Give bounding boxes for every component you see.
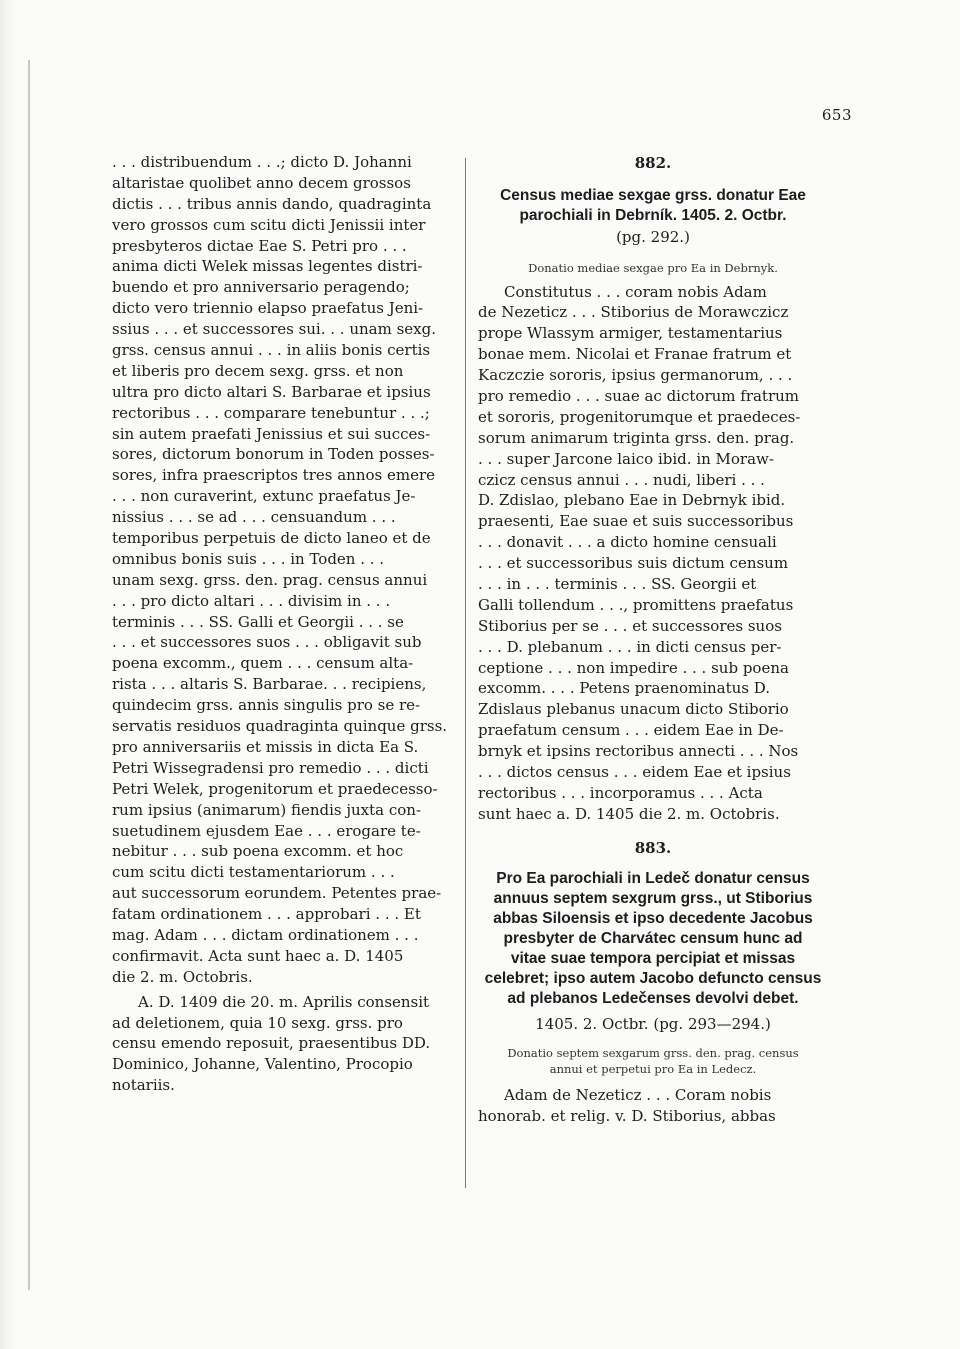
title-line: vitae suae tempora percipiat et missas [510, 949, 796, 967]
text-line: ultra pro dicto altari S. Barbarae et ipsius [112, 382, 431, 401]
text-line: bonae mem. Nicolai et Franae fratrum et [478, 345, 792, 364]
document-title-883 [478, 869, 828, 1009]
regest-883 [478, 1045, 828, 1077]
text-line: sorum animarum triginta grss. den. prag. [478, 428, 795, 447]
text-line: suetudinem ejusdem Eae . . . erogare te- [112, 821, 421, 840]
text-line: Stiborius per se . . . et successores suos [478, 616, 782, 635]
text-line: temporibus perpetuis de dicto laneo et de [112, 529, 431, 548]
text-line: rista . . . altaris S. Barbarae. . . recipiens, [112, 675, 427, 694]
text-line: anima dicti Welek missas legentes distri- [112, 257, 423, 276]
document-text-883 [478, 1085, 828, 1127]
text-line: Kaczczie sororis, ipsius germanorum, . . . [478, 366, 793, 385]
note-line: notariis. [112, 1076, 175, 1095]
right-column [478, 152, 828, 1126]
title-line: annuus septem sexgrum grss., ut Stiborius [493, 889, 813, 907]
title-line: Census mediae sexgae grss. donatur Eae [500, 187, 806, 204]
text-line: . . . pro dicto altari . . . divisim in . . . [112, 591, 391, 610]
regest-line: annui et perpetui pro Ea in Ledecz. [549, 1061, 757, 1076]
text-line: prope Wlassym armiger, testamentarius [478, 324, 783, 343]
text-line: aut successorum eorundem. Petentes prae- [112, 884, 442, 903]
document-date-883: 1405. 2. Octbr. (pg. 293—294.) [535, 1014, 771, 1033]
text-line: . . . donavit . . . a dicto homine censuali [478, 533, 777, 552]
regest-line: Donatio septem sexgarum grss. den. prag. census [507, 1045, 799, 1060]
text-line: terminis . . . SS. Galli et Georgii . . . se [112, 612, 404, 631]
text-line: poena excomm., quem . . . censum alta- [112, 654, 414, 673]
text-line: nissius . . . se ad . . . censuandum . . . [112, 508, 396, 527]
text-line: . . . dictos census . . . eidem Eae et ipsius [478, 762, 791, 781]
note-line: ad deletionem, quia 10 sexg. grss. pro [112, 1013, 403, 1032]
text-line: Constitutus . . . coram nobis Adam [504, 282, 767, 301]
text-line: dictis . . . tribus annis dando, quadraginta [112, 194, 432, 213]
text-line: rum ipsius (animarum) fiendis juxta con- [112, 800, 422, 819]
text-line: sin autem praefati Jenissius et sui succes- [112, 424, 431, 443]
text-line: quindecim grss. annis singulis pro se re- [112, 696, 421, 715]
left-note-block [112, 992, 456, 1096]
text-line: praesenti, Eae suae et suis successoribus [478, 512, 794, 531]
text-line: fatam ordinationem . . . approbari . . . Et [112, 905, 421, 924]
left-column [112, 152, 456, 1096]
left-text-block [112, 152, 456, 988]
note-line: Dominico, Johanne, Valentino, Procopio [112, 1055, 413, 1074]
document-number-882: 882. [634, 154, 672, 172]
column-divider [465, 158, 466, 1188]
text-line: . . . non curaverint, extunc praefatus Je- [112, 487, 416, 506]
text-line: . . . D. plebanum . . . in dicti census per- [478, 637, 782, 656]
title-line: celebret; ipso autem Jacobo defuncto census [484, 969, 822, 987]
document-number-883: 883. [634, 838, 672, 857]
text-line: die 2. m. Octobris. [112, 967, 253, 986]
document-title-882 [478, 186, 828, 248]
scan-margin [0, 0, 14, 1349]
text-line: presbyteros dictae Eae S. Petri pro . . . [112, 236, 407, 255]
title-line: abbas Siloensis et ipso decedente Jacobus [493, 909, 813, 927]
text-line: Petri Welek, progenitorum et praedecesso- [112, 779, 438, 798]
text-line: nebitur . . . sub poena excomm. et hoc [112, 842, 404, 861]
text-line: vero grossos cum scitu dicti Jenissii inter [112, 215, 426, 234]
title-line: Pro Ea parochiali in Ledeč donatur census [496, 869, 810, 887]
text-line: altaristae quolibet anno decem grossos [112, 173, 411, 192]
text-line: mag. Adam . . . dictam ordinationem . . . [112, 925, 419, 944]
text-line: sunt haec a. D. 1405 die 2. m. Octobris. [478, 804, 780, 823]
note-line: censu emendo reposuit, praesentibus DD. [112, 1034, 431, 1053]
text-line: buendo et pro anniversario peragendo; [112, 278, 410, 297]
scan-edge-line [28, 60, 30, 1290]
text-line: dicto vero triennio elapso praefatus Jeni- [112, 299, 424, 318]
text-line: Galli tollendum . . ., promittens praefatus [478, 595, 794, 614]
text-line: grss. census annui . . . in aliis bonis certis [112, 341, 431, 360]
text-line: et liberis pro decem sexg. grss. et non [112, 361, 404, 380]
text-line: unam sexg. grss. den. prag. census annui [112, 570, 428, 589]
text-line: . . . distribuendum . . .; dicto D. Johanni [112, 153, 412, 171]
text-line: czicz census annui . . . nudi, liberi . . . [478, 470, 765, 489]
regest-882: Donatio mediae sexgae pro Ea in Debrnyk. [528, 260, 778, 275]
text-line: Zdislaus plebanus unacum dicto Stiborio [478, 700, 789, 719]
title-line: presbyter de Charvátec censum hunc ad [503, 929, 803, 947]
text-line: pro anniversariis et missis in dicta Ea S. [112, 737, 419, 756]
document-text-882 [478, 282, 828, 825]
text-line: . . . et successoribus suis dictum censum [478, 554, 789, 573]
page-number: 653 [821, 106, 852, 124]
text-line: excomm. . . . Petens praenominatus D. [478, 679, 771, 698]
text-line: ceptione . . . non impedire . . . sub poena [478, 658, 789, 677]
text-line: . . . in . . . terminis . . . SS. Georgii et [478, 574, 757, 593]
text-line: cum scitu dicti testamentariorum . . . [112, 863, 395, 882]
text-line: et sororis, progenitorumque et praedeces- [478, 407, 801, 426]
text-line: sores, infra praescriptos tres annos emere [112, 466, 436, 485]
text-line: omnibus bonis suis . . . in Toden . . . [112, 549, 385, 568]
text-line: ssius . . . et successores sui. . . unam sexg. [112, 320, 437, 339]
title-line: parochiali in Debrník. 1405. 2. Octbr. [519, 206, 787, 224]
text-line: sores, dictorum bonorum in Toden posses- [112, 445, 435, 464]
text-line: Petri Wissegradensi pro remedio . . . dicti [112, 758, 429, 777]
text-line: Adam de Nezeticz . . . Coram nobis [504, 1085, 772, 1104]
text-line: pro remedio . . . suae ac dictorum fratrum [478, 386, 800, 405]
text-line: brnyk et ipsins rectoribus annecti . . . Nos [478, 742, 799, 761]
text-line: de Nezeticz . . . Stiborius de Morawczicz [478, 303, 789, 322]
text-line: confirmavit. Acta sunt haec a. D. 1405 [112, 946, 404, 965]
text-line: . . . et successores suos . . . obligavit sub [112, 633, 422, 652]
text-line: D. Zdislao, plebano Eae in Debrnyk ibid. [478, 491, 786, 510]
text-line: honorab. et relig. v. D. Stiborius, abbas [478, 1106, 776, 1125]
text-line: praefatum censum . . . eidem Eae in De- [478, 721, 784, 740]
note-line: A. D. 1409 die 20. m. Aprilis consensit [138, 992, 430, 1011]
text-line: servatis residuos quadraginta quinque grss. [112, 717, 448, 736]
text-line: rectoribus . . . comparare tenebuntur . . .; [112, 403, 430, 422]
title-page-ref: (pg. 292.) [616, 228, 690, 246]
text-line: . . . super Jarcone laico ibid. in Moraw- [478, 449, 774, 468]
text-line: rectoribus . . . incorporamus . . . Acta [478, 783, 763, 802]
title-line: ad plebanos Ledečenses devolvi debet. [507, 989, 799, 1007]
